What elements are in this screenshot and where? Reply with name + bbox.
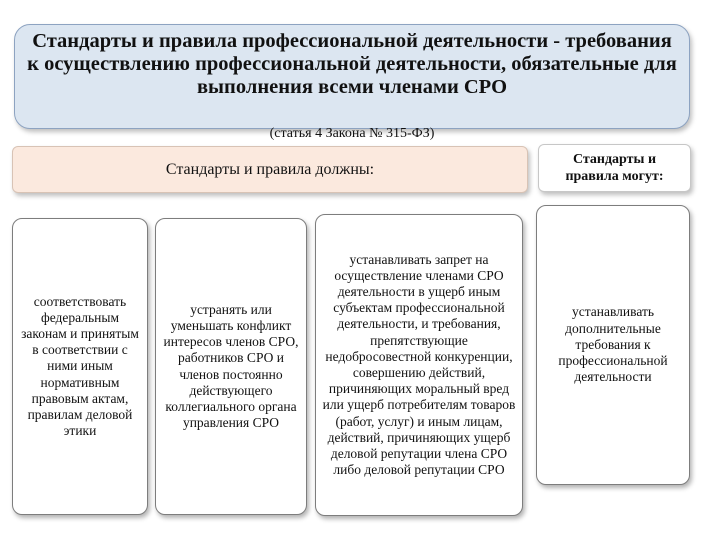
must-item-1-box	[12, 218, 148, 515]
must-item-3-box	[315, 214, 523, 516]
must-header-box	[12, 146, 528, 193]
title-box	[14, 24, 690, 141]
must-header-label: Стандарты и правила должны:	[165, 160, 375, 178]
law-reference: (статья 4 Закона № 315-ФЗ)	[269, 126, 435, 141]
diagram-title: Стандарты и правила профессиональной деятельности - требования к осуществлению профессиональной деятельности, обязательные для выполнения всеми членами СРО	[27, 30, 677, 98]
must-item-1-text: соответствовать федеральным законам и принятым в соответствии с ними иным нормативным правовым актам, правилам деловой этики	[21, 293, 139, 439]
must-item-2-box	[155, 218, 307, 515]
can-item-1-box	[536, 205, 690, 485]
can-item-1-text: устанавливать дополнительные требования к профессиональной деятельности	[558, 304, 668, 385]
can-header-box	[538, 144, 691, 192]
must-item-3-text: устанавливать запрет на осуществление членами СРО деятельности в ущерб иным субъектам профессиональной деятельности, и требования, препятствующие недобросовестной конкуренции, совершению действий, причиняющих моральный вред или ущерб потребителям товаров (работ, услуг) и иным лицам, действий, причиняющих ущерб деловой репутации члена СРО либо деловой репутации СРО	[322, 251, 516, 478]
can-header-label: Стандарты и правила могут:	[565, 152, 664, 184]
must-item-2-text: устранять или уменьшать конфликт интересов членов СРО, работников СРО и членов постоянно действующего коллегиального органа управления СРО	[163, 301, 299, 431]
